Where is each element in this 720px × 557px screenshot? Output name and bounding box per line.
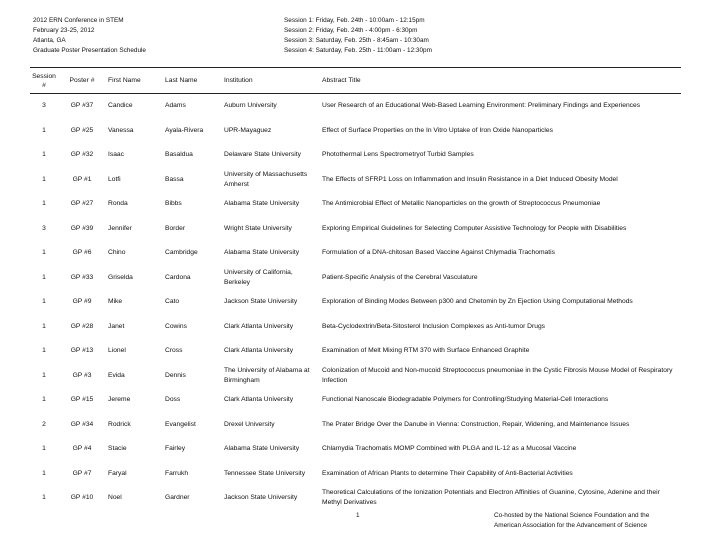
cell-poster: GP #28 (70, 322, 94, 330)
cell-institution: University of California, Berkeley (224, 268, 293, 286)
cell-institution: UPR-Mayaguez (224, 126, 272, 134)
cell-poster: GP #3 (72, 371, 92, 379)
cell-last-name: Cardona (165, 273, 191, 281)
cell-institution: Alabama State University (224, 249, 300, 257)
col-header-last-name: Last Name (165, 77, 198, 84)
cell-abstract-title: Exploration of Binding Modes Between p300 and Chetomin by Zn Ejection Using Computational Methods (322, 298, 633, 306)
cell-first-name: Stacie (108, 445, 127, 453)
cell-abstract-title: The Effects of SFRP1 Loss on Inflammation and Insulin Resistance in a Diet Induced Obesity Model (322, 175, 618, 183)
table-row (30, 168, 681, 193)
cell-abstract-title: Patient-Specific Analysis of the Cerebral Vasculature (322, 273, 478, 281)
cell-first-name: Noel (108, 494, 122, 502)
cell-first-name: Isaac (108, 151, 124, 159)
cell-poster: GP #25 (70, 126, 94, 134)
cell-session: 1 (42, 200, 46, 208)
cell-session: 1 (42, 445, 46, 453)
cell-abstract-title: Formulation of a DNA-chitosan Based Vaccine Against Chlymadia Trachomatis (322, 249, 555, 257)
cell-first-name: Ronda (108, 200, 128, 208)
cohost-note (494, 511, 649, 531)
cell-institution: Clark Atlanta University (224, 396, 294, 404)
cell-first-name: Rodrick (108, 420, 131, 428)
cell-institution: Tennessee State University (224, 469, 306, 477)
col-header-session (30, 67, 58, 94)
cell-session: 1 (42, 371, 46, 379)
cell-poster: GP #1 (72, 175, 92, 183)
table-row (30, 315, 681, 340)
cell-last-name: Dennis (165, 371, 186, 379)
cell-poster: GP #32 (70, 151, 94, 159)
cell-institution: Clark Atlanta University (224, 322, 294, 330)
cell-last-name: Cambridge (165, 249, 198, 257)
cell-last-name: Bibbs (165, 200, 182, 208)
cell-abstract-title: The Prater Bridge Over the Danube in Vienna: Construction, Repair, Widening, and Maintenance Issues (322, 420, 630, 428)
table-row (30, 339, 681, 364)
cell-session: 1 (42, 347, 46, 355)
table-row (30, 486, 681, 511)
cell-poster: GP #37 (70, 102, 94, 110)
conference-title: 2012 ERN Conference in STEM (33, 17, 124, 24)
cell-abstract-title: Beta-Cyclodextrin/Beta-Sitosterol Inclusion Complexes as Anti-tumor Drugs (322, 322, 546, 330)
cell-last-name: Ayala-Rivera (165, 126, 204, 134)
cell-abstract-title: Examination of Melt Mixing RTM 370 with Surface Enhanced Graphite (322, 347, 530, 355)
cell-session: 1 (42, 151, 46, 159)
cell-first-name: Lotfi (108, 175, 121, 183)
cell-abstract-title: Chlamydia Trachomatis MOMP Combined with PLGA and IL-12 as a Mucosal Vaccine (322, 445, 577, 453)
cell-session: 1 (42, 273, 46, 281)
cell-abstract-title: Colonization of Mucoid and Non-mucoid Streptococcus pneumoniae in the Cystic Fibrosis Mouse Model of Respiratory Infection (322, 366, 673, 384)
session-4-time: Session 4: Saturday, Feb. 25th - 11:00am - 12:30pm (284, 47, 432, 54)
cell-first-name: Chino (108, 249, 126, 257)
table-row (30, 143, 681, 168)
cell-last-name: Bassa (165, 175, 184, 183)
cell-institution: Auburn University (224, 102, 277, 110)
cell-session: 1 (42, 175, 46, 183)
cell-abstract-title: Functional Nanoscale Biodegradable Polymers for Controlling/Studying Material-Cell Interactions (322, 396, 609, 404)
table-row (30, 364, 681, 389)
cell-abstract-title: Effect of Surface Properties on the In Vitro Uptake of Iron Oxide Nanoparticles (322, 126, 553, 134)
cell-poster: GP #27 (70, 200, 94, 208)
cell-institution: The University of Alabama at Birmingham (224, 366, 310, 384)
cell-institution: Delaware State University (224, 151, 301, 159)
conference-dates: February 23-25, 2012 (33, 27, 95, 34)
schedule-title: Graduate Poster Presentation Schedule (33, 47, 146, 54)
cell-poster: GP #15 (70, 396, 94, 404)
page-number: 1 (356, 512, 360, 519)
cell-abstract-title: User Research of an Educational Web-Based Learning Environment: Preliminary Findings and Experiences (322, 102, 641, 110)
cell-abstract-title: Photothermal Lens Spectrometryof Turbid Samples (322, 151, 474, 159)
cell-session: 2 (42, 420, 46, 428)
cell-first-name: Jennifer (108, 224, 132, 232)
cell-abstract-title: Theoretical Calculations of the Ionization Potentials and Electron Affinities of Guanine, Cytosine, Adenine and their Methyl Derivatives (322, 489, 660, 507)
cell-last-name: Basaldua (165, 151, 193, 159)
cell-session: 1 (42, 126, 46, 134)
conference-location: Atlanta, GA (33, 37, 66, 44)
table-row (30, 290, 681, 315)
col-header-first-name: First Name (108, 77, 141, 84)
table-row (30, 192, 681, 217)
cohost-line-1: Co-hosted by the National Science Foundation and the (494, 512, 650, 519)
cell-session: 1 (42, 322, 46, 330)
cell-poster: GP #6 (72, 249, 92, 257)
cell-institution: Drexel University (224, 420, 275, 428)
cell-institution: Jackson State University (224, 494, 298, 502)
cell-first-name: Janet (108, 322, 125, 330)
cell-abstract-title: Examination of African Plants to determine Their Capability of Anti-Bacterial Activities (322, 469, 573, 477)
cell-last-name: Cowins (165, 322, 187, 330)
session-2-time: Session 2: Friday, Feb. 24th - 4:00pm - 6:30pm (284, 27, 418, 34)
cell-session: 1 (42, 494, 46, 502)
cell-last-name: Cato (165, 298, 180, 306)
cell-first-name: Faryal (108, 469, 127, 477)
cell-session: 1 (42, 396, 46, 404)
cell-poster: GP #10 (70, 494, 94, 502)
session-3-time: Session 3: Saturday, Feb. 25th - 8:45am - 10:30am (284, 37, 429, 44)
col-header-session-line1: Session (32, 72, 56, 80)
session-1-time: Session 1: Friday, Feb. 24th - 10:00am - 12:15pm (284, 17, 425, 24)
cell-poster: GP #9 (72, 298, 92, 306)
cell-last-name: Fairley (165, 445, 186, 453)
cell-institution: Clark Atlanta University (224, 347, 294, 355)
header-right (284, 16, 432, 56)
cell-abstract-title: Exploring Empirical Guidelines for Selecting Computer Assistive Technology for People with Disabilities (322, 224, 627, 232)
col-header-abstract-title: Abstract Title (322, 77, 361, 84)
poster-schedule-table (30, 67, 681, 511)
cell-first-name: Evida (108, 371, 125, 379)
cell-session: 3 (42, 102, 46, 110)
cell-poster: GP #4 (72, 445, 92, 453)
cell-poster: GP #33 (70, 273, 94, 281)
cell-first-name: Jereme (108, 396, 131, 404)
col-header-institution: Institution (224, 77, 253, 84)
cell-first-name: Candice (108, 102, 133, 110)
cell-session: 1 (42, 469, 46, 477)
cell-institution: Wright State University (224, 224, 292, 232)
cell-poster: GP #39 (70, 224, 94, 232)
col-header-session-line2: # (42, 81, 46, 89)
table-row (30, 413, 681, 438)
cell-last-name: Gardner (165, 494, 190, 502)
cell-last-name: Doss (165, 396, 181, 404)
cell-last-name: Border (165, 224, 186, 232)
cell-session: 1 (42, 298, 46, 306)
cell-poster: GP #34 (70, 420, 94, 428)
cell-session: 1 (42, 249, 46, 257)
cell-first-name: Lionel (108, 347, 126, 355)
table-row (30, 266, 681, 291)
cell-last-name: Adams (165, 102, 186, 110)
cell-abstract-title: The Antimicrobial Effect of Metallic Nanoparticles on the growth of Streptococcus Pneumoniae (322, 200, 601, 208)
cell-institution: Alabama State University (224, 200, 300, 208)
cohost-line-2: American Association for the Advancement of Science (494, 522, 648, 529)
cell-session: 3 (42, 224, 46, 232)
table-row (30, 462, 681, 487)
table-header-row (30, 67, 681, 94)
cell-last-name: Cross (165, 347, 183, 355)
table-row (30, 119, 681, 144)
cell-first-name: Griselda (108, 273, 133, 281)
table-row (30, 388, 681, 413)
cell-poster: GP #13 (70, 347, 94, 355)
header-left (33, 16, 146, 56)
table-row (30, 94, 681, 119)
cell-institution: University of Massachusetts Amherst (224, 170, 308, 188)
cell-first-name: Vanessa (108, 126, 134, 134)
table-row (30, 217, 681, 242)
cell-last-name: Farrukh (165, 469, 189, 477)
cell-institution: Jackson State University (224, 298, 298, 306)
cell-first-name: Mike (108, 298, 123, 306)
cell-institution: Alabama State University (224, 445, 300, 453)
col-header-poster: Poster # (69, 77, 95, 84)
table-row (30, 437, 681, 462)
cell-poster: GP #7 (72, 469, 92, 477)
table-row (30, 241, 681, 266)
cell-last-name: Evangelist (165, 420, 196, 428)
